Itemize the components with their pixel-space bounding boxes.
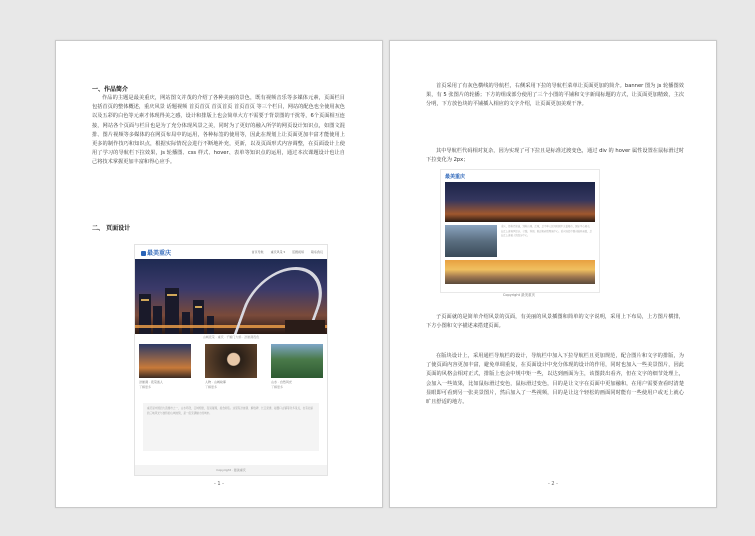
page-number: - 1 - — [214, 481, 224, 487]
thumb-image — [205, 344, 257, 378]
intro-text-block: 重庆是中国四大直辖市之一，山水环绕，江城相依，夜景璀璨，美食闻名。这里有洪崖洞、解放碑、长江索道、磁器口古镇等众多景点，也有壮丽的三峡风光与独特的山城地貌，是一座充满魅力的城市。 — [143, 403, 319, 451]
nav-item: 联系我们 — [310, 250, 323, 254]
thumb-image — [271, 344, 323, 378]
page2-para4: 在版块设计上，采用通栏导航栏的设计，导航栏中加入下拉导航栏且更加规范，配合图片和文字的排版，为了使页面内容更加丰富，避免单调重复，在页面设计中充分体现的设计的作用，同时也加入一些美景图片，因此页面的风格会相对正式，排版上也会中规中矩一些，以达到画面为主，该图鼓出看齐，但在文字的细节处理上，会加入一些效果，比如鼠标滑过变色，鼠标滑过变色，目的是让文字在页面中更加融和，在用户需要查看时清楚显眼即可看到另一张美景图片，然后加入了一些视频，目的是让这个轻松的画面同时能有一些使用户或无上就心旷且舒适的地方。 — [426, 353, 684, 406]
banner-image — [135, 259, 327, 334]
nav-item: 重庆风景 ▾ — [270, 250, 286, 254]
thumb-more-link: 了解更多 — [205, 385, 218, 389]
logo-icon — [141, 251, 146, 256]
site-logo: 最美重庆 — [445, 174, 466, 180]
website-screenshot-home — [134, 244, 328, 476]
thumb-more-link: 了解更多 — [139, 385, 152, 389]
thumb-label: 人物 · 山城故事 — [205, 380, 226, 384]
nav-item: 首页导航 — [251, 250, 264, 254]
banner-caption: 山城夜景 · 重庆 · 千厮门大桥 · 洪崖洞夜色 — [202, 335, 260, 339]
figure-caption: Copyright 最美重庆 — [502, 293, 536, 297]
thumb-image — [139, 344, 191, 378]
page2-para3: 子页面就的是简单介绍风景的页面，有美丽的风景插图和简单的文字说明，采用上下布局，上方图片横排，下方小图和文字描述来搭建页面。 — [426, 314, 684, 330]
page-number: - 2 - — [548, 481, 558, 487]
section1-body: 作品的主题是最美重庆，网站图文并茂的介绍了各种美丽的景色，既有视频音乐等多媒体元素，页面栏目包括首页的整体概述，重庆风景 话题视频 首页首页 首页首页 首页首页 等三个栏目，网站的配色也全使用灰色以及五彩的白色等元素才体现得美之感，设计和排版上也会简单大方不需要于背景图的干扰等，6个页面相互连接，网站各个页面与栏目也是为了充分体现风景之美，同时为了更好的融入所学的网页设计知识点，如图文混排、图片视频等多媒体的在网页布局中的运用，各种标签的使用等，因此在规划上让页面更加丰富才能使用上更多的制作技巧和知识点，根据实际情况会进行不断地补充，更新，以及页面形式内容调整，在页面设计上使用了学习的导航栏下拉效果，js 轮播图、css 样式、hover、表单等知识点的运用，通过本次课题设计也让自己将技术掌握更加丰富和得心应手。 — [92, 95, 345, 166]
thumb-more-link: 了解更多 — [271, 385, 284, 389]
page2-para2: 其中导航栏代码相对复杂，因为实现了可下拉且是标准过渡变色，通过 div 的 hover 属性设置在鼠标滑过时下拉变化为 2px； — [426, 148, 684, 163]
section1-heading: 一、作品简介 — [92, 86, 129, 93]
site-nav — [246, 250, 323, 254]
section2-heading: 二、 页面设计 — [92, 225, 131, 232]
website-screenshot-subpage — [440, 169, 600, 293]
sub-text: 重庆，简称巴和渝，别称山城、江城，是中华人民共和国中央直辖市，国家中心城市，长江上游地区经济、金融、科创、航运和商贸物流中心。重庆地处中国内陆西南部，是长江上游最大的经济中心。 — [501, 225, 592, 238]
sub-sunset-image — [445, 260, 595, 284]
site-footer: Copyright · 最美重庆 — [135, 465, 327, 475]
sub-banner-image — [445, 182, 595, 222]
page2-para1: 首页采用了有灰色横线的导航栏，右侧采用下拉的导航栏菜单让页面更加的简介。banner 图为 js 轮播图效果，有 5 张图片的轮播；下方的组成部分使用了三个小图的平铺和文字新闻标题的方式，让页面更加精致，主次分明，下方放色块的平铺插入相应的文字介绍，让页面更加美观干净。 — [426, 83, 684, 108]
thumb-label: 山水 · 自然风光 — [271, 380, 292, 384]
thumb-label: 洪崖洞 · 夜景迷人 — [139, 380, 163, 384]
document-page-1 — [55, 40, 383, 508]
site-logo: 最美重庆 — [141, 248, 171, 257]
document-page-2 — [389, 40, 717, 508]
site-header — [135, 245, 327, 259]
sub-thumb-image — [445, 225, 497, 257]
nav-item: 话题视频 — [292, 250, 305, 254]
